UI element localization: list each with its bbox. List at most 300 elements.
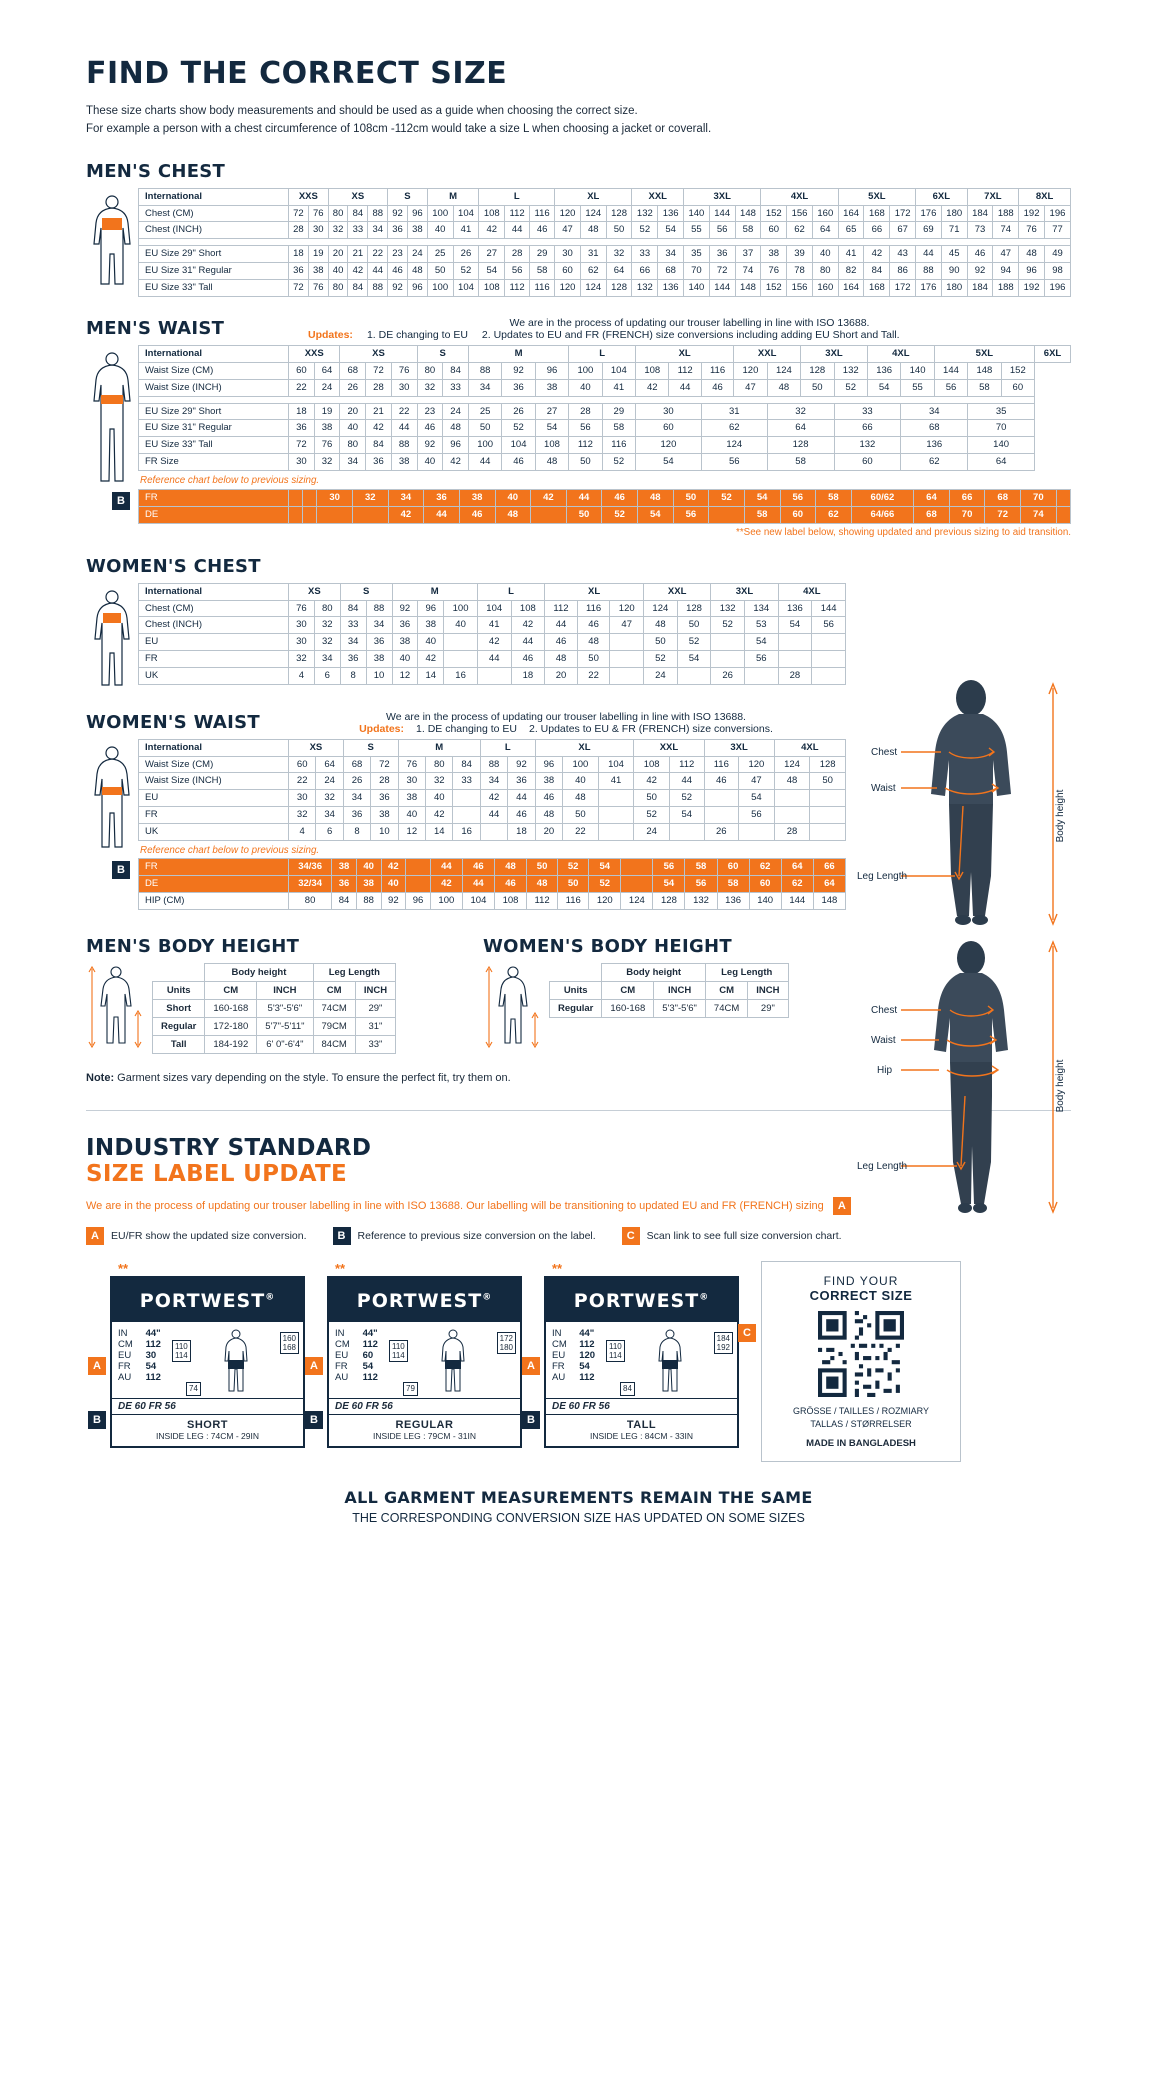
cell: 84 [340, 600, 366, 617]
badge-a-label-1: A [88, 1357, 106, 1375]
table-row [139, 489, 1071, 506]
cell: 72 [366, 362, 392, 379]
cell: 69 [916, 222, 942, 239]
cell: 46 [388, 263, 408, 280]
label-box-left-2: 114 [175, 1350, 188, 1360]
cell: 42 [348, 263, 368, 280]
table-row [550, 999, 789, 1017]
industry-title-1: INDUSTRY STANDARD [86, 1134, 372, 1161]
cell: 100 [569, 362, 602, 379]
cell: 10 [366, 668, 392, 685]
size-header: XL [545, 583, 644, 600]
label-fit: SHORT [187, 1418, 228, 1431]
label-brand-head [546, 1278, 737, 1322]
badge-a-inline: A [833, 1197, 851, 1215]
units-header: Units [550, 981, 602, 999]
label-stars: ** [552, 1260, 563, 1276]
cell: 144 [812, 600, 846, 617]
cell: 34 [343, 790, 370, 807]
cell: 50 [634, 790, 670, 807]
cell [303, 506, 317, 523]
cell: 40 [417, 454, 443, 471]
cell: 48 [527, 875, 558, 892]
cell: 50 [563, 807, 599, 824]
qr-sub-2: TALLAS / STØRRELSER [810, 1419, 912, 1429]
cell: 46 [535, 790, 562, 807]
cell: 184 [967, 280, 993, 297]
cell: 44 [669, 379, 701, 396]
row-label: DE [139, 875, 289, 892]
cell: 25 [427, 246, 453, 263]
cell [744, 668, 778, 685]
cell: 22 [391, 403, 417, 420]
legend-item-a [86, 1227, 307, 1245]
cell [621, 875, 653, 892]
cell: 124 [774, 756, 810, 773]
cell: 132 [632, 205, 658, 222]
cell: 19 [314, 403, 340, 420]
cell: 54 [479, 263, 505, 280]
cell [598, 824, 634, 841]
cell [453, 790, 480, 807]
cell: 196 [1044, 280, 1070, 297]
cell: 36 [340, 651, 366, 668]
size-header: 4XL [761, 188, 838, 205]
cell: 34 [340, 634, 366, 651]
cell: 52 [711, 617, 745, 634]
cell: 90 [941, 263, 967, 280]
table-row [139, 345, 1071, 362]
cell: 52 [632, 222, 658, 239]
label-box-bottom: 74 [189, 1384, 198, 1394]
label-box-left-1: 110 [392, 1341, 405, 1351]
cell: 36 [388, 222, 408, 239]
cell [778, 651, 812, 668]
update-intro: We are in the process of updating our trouser labelling in line with ISO 13688. [386, 710, 746, 723]
row-label: FR Size [139, 454, 289, 471]
cell: 30 [289, 634, 315, 651]
cell: 76 [308, 280, 328, 297]
cell: 140 [749, 892, 781, 909]
cell: 54 [669, 807, 704, 824]
cell: 22 [289, 379, 315, 396]
cell: 84 [348, 280, 368, 297]
units-header: CM [602, 981, 654, 999]
cell: 62 [749, 858, 781, 875]
cell: 50 [801, 379, 834, 396]
cell: 54 [677, 651, 711, 668]
size-header: 5XL [838, 188, 915, 205]
cell: 50 [527, 858, 558, 875]
cell: 120 [555, 205, 581, 222]
cell: 43 [890, 246, 916, 263]
cell: 33" [355, 1035, 395, 1053]
cell: 54 [778, 617, 812, 634]
cell [778, 634, 812, 651]
cell: 47 [993, 246, 1019, 263]
row-label: FR [139, 489, 289, 506]
cell: 18 [289, 403, 315, 420]
cell: 50 [644, 634, 678, 651]
size-header: L [569, 345, 636, 362]
cell: 136 [778, 600, 812, 617]
cell: 12 [392, 668, 418, 685]
label-inside-leg: INSIDE LEG : 84CM - 33IN [590, 1430, 693, 1441]
cell: 44 [424, 506, 460, 523]
row-label: EU Size 29" Short [139, 403, 289, 420]
cell: 54 [658, 222, 684, 239]
cell: 88 [468, 362, 501, 379]
cell: 42 [430, 875, 462, 892]
label-figure-icon [648, 1327, 692, 1397]
cell [704, 790, 739, 807]
table-row [139, 506, 1071, 523]
cell: 28 [289, 222, 309, 239]
label-box-right-1: 160 [282, 1333, 296, 1343]
cell [812, 651, 846, 668]
table-row [139, 437, 1071, 454]
row-label: Waist Size (CM) [139, 362, 289, 379]
womens-chest-block [86, 583, 846, 691]
cell: 50 [810, 773, 846, 790]
cell: 120 [610, 600, 644, 617]
cell: 128 [677, 600, 711, 617]
cell: 36 [366, 634, 392, 651]
cell: 36 [289, 420, 315, 437]
label-box-right-1: 184 [716, 1333, 730, 1343]
cell: 33 [632, 246, 658, 263]
cell: 65 [838, 222, 864, 239]
size-header: XXL [634, 739, 704, 756]
cell: 140 [684, 280, 710, 297]
units-header: CM [313, 981, 355, 999]
cell: 92 [417, 437, 443, 454]
cell: 128 [801, 362, 834, 379]
update-item-2: 2. Updates to EU and FR (FRENCH) size conversions including adding EU Short and Tall. [481, 328, 900, 341]
cell: 36 [343, 807, 370, 824]
label-fit: REGULAR [395, 1418, 454, 1431]
cell: 42 [426, 807, 453, 824]
cell: 40 [356, 858, 381, 875]
table-row [139, 668, 846, 685]
label-value: 54 [362, 1360, 374, 1372]
row-label: Waist Size (INCH) [139, 379, 289, 396]
cell [531, 506, 567, 523]
cell [444, 634, 478, 651]
cell: 6' 0"-6'4" [257, 1035, 313, 1053]
cell: 164 [838, 205, 864, 222]
qr-title-2: CORRECT SIZE [809, 1287, 913, 1303]
cell: 66 [949, 489, 985, 506]
cell: 96 [443, 437, 469, 454]
cell: 42 [479, 222, 505, 239]
label-de-fr: DE 60 FR 56 [329, 1398, 520, 1414]
col-international: International [139, 583, 289, 600]
table-row [153, 1035, 396, 1053]
cell: 58 [735, 222, 761, 239]
mens-waist-ref-note: Reference chart below to previous sizing. [140, 475, 320, 486]
cell: 20 [340, 403, 366, 420]
label-value: 60 [362, 1349, 374, 1361]
qr-title-1: FIND YOUR [823, 1273, 899, 1288]
cell: 44 [545, 617, 578, 634]
label-value: 112 [579, 1338, 595, 1350]
cell: 58 [602, 420, 635, 437]
womens-waist-ref-note: Reference chart below to previous sizing. [140, 844, 320, 856]
label-key: EU [552, 1349, 566, 1361]
cell: 52 [709, 489, 745, 506]
badge-c: C [622, 1227, 640, 1245]
male-model [841, 676, 1071, 926]
units-header: INCH [748, 981, 788, 999]
cell: 124 [580, 280, 606, 297]
qr-code-icon[interactable] [818, 1311, 904, 1397]
legend-text-b: Reference to previous size conversion on the label. [357, 1229, 596, 1242]
label-box-left-2: 114 [609, 1350, 622, 1360]
cell: 34/36 [289, 858, 332, 875]
cell: 100 [563, 756, 599, 773]
cell: 32 [316, 790, 343, 807]
cell: 29 [602, 403, 635, 420]
label-box-right-2: 180 [499, 1342, 513, 1352]
table-row [139, 790, 846, 807]
group-header: Body height [205, 963, 313, 981]
cell: 84 [332, 892, 357, 909]
label-key: IN [552, 1327, 562, 1339]
cell [711, 651, 745, 668]
cell: 12 [398, 824, 425, 841]
cell: 32 [417, 379, 443, 396]
cell: 44 [477, 651, 511, 668]
row-label: EU Size 33" Tall [139, 280, 289, 297]
cell: 56 [780, 489, 816, 506]
cell: 58 [744, 506, 780, 523]
cell: 50 [566, 506, 602, 523]
cell: 136 [867, 362, 900, 379]
cell: 84CM [313, 1035, 355, 1053]
cell: 104 [453, 205, 479, 222]
label-box-left-2: 114 [392, 1350, 405, 1360]
cell: 80 [340, 437, 366, 454]
cell: 176 [916, 205, 942, 222]
cell: 192 [1019, 205, 1045, 222]
table-row [139, 651, 846, 668]
cell: 80 [328, 280, 348, 297]
cell: 73 [967, 222, 993, 239]
womens-waist-legacy-block [86, 858, 846, 910]
cell: 70 [684, 263, 710, 280]
womens-waist-table [138, 739, 846, 841]
cell: 22 [563, 824, 599, 841]
cell: 100 [444, 600, 478, 617]
cell: 48 [774, 773, 810, 790]
cell: 60 [289, 756, 316, 773]
cell: 116 [558, 892, 589, 909]
update-intro: We are in the process of updating our trouser labelling in line with ISO 13688. [509, 316, 870, 329]
cell: 48 [563, 790, 599, 807]
cell: 46 [704, 773, 739, 790]
cell [610, 668, 644, 685]
mens-waist-block [86, 345, 1071, 489]
table-row [139, 824, 846, 841]
cell: 50 [468, 420, 501, 437]
cell: 52 [677, 634, 711, 651]
cell: 21 [366, 403, 392, 420]
table-row [139, 773, 846, 790]
cell: 52 [602, 506, 638, 523]
cell: 40 [340, 420, 366, 437]
cell: 36 [332, 875, 357, 892]
cell: 74CM [705, 999, 747, 1017]
cell: 44 [368, 263, 388, 280]
size-header: XXL [734, 345, 801, 362]
row-label: HIP (CM) [139, 892, 289, 909]
cell: 76 [289, 600, 315, 617]
cell: 79CM [313, 1017, 355, 1035]
intro-text [86, 103, 1071, 139]
cell: 164 [838, 280, 864, 297]
cell: 160 [812, 205, 838, 222]
cell: 46 [530, 222, 555, 239]
cell: 38 [535, 773, 562, 790]
size-header: S [388, 188, 428, 205]
cell: 96 [1019, 263, 1045, 280]
cell: 56 [934, 379, 967, 396]
cell: 96 [535, 756, 562, 773]
units-header: INCH [355, 981, 395, 999]
cell: 42 [634, 773, 670, 790]
cell: 77 [1044, 222, 1070, 239]
cell: 40 [812, 246, 838, 263]
cell: 22 [289, 773, 316, 790]
badge-b-mens: B [112, 492, 130, 510]
cell: 96 [407, 205, 427, 222]
cell: 60 [749, 875, 781, 892]
cell: 36 [502, 379, 535, 396]
cell: 160-168 [602, 999, 654, 1017]
cell [610, 651, 644, 668]
row-label: EU Size 31" Regular [139, 420, 289, 437]
cell: 50 [558, 875, 589, 892]
label-examples [86, 1261, 1071, 1462]
cell: 42 [531, 489, 567, 506]
cell: 56 [812, 617, 846, 634]
update-label: Updates: [308, 328, 353, 341]
cell: 33 [348, 222, 368, 239]
cell: 68 [901, 420, 968, 437]
cell: 88 [391, 437, 417, 454]
cell: 78 [787, 263, 813, 280]
cell: 60 [636, 420, 702, 437]
size-header: XS [289, 739, 344, 756]
label-key: FR [118, 1360, 131, 1372]
cell: 56 [744, 651, 778, 668]
badge-b-label-2: B [305, 1411, 323, 1429]
table-row [139, 362, 1071, 379]
cell: 72 [985, 506, 1021, 523]
cell: 92 [381, 892, 406, 909]
cell: 34 [316, 807, 343, 824]
cell [598, 790, 634, 807]
cell: 108 [511, 600, 545, 617]
cell: 148 [735, 280, 761, 297]
cell: 38 [535, 379, 568, 396]
cell: 26 [502, 403, 535, 420]
svg-text:Hip: Hip [877, 1065, 893, 1076]
cell: 124 [580, 205, 606, 222]
cell: 46 [511, 651, 545, 668]
label-key: EU [118, 1349, 132, 1361]
cell: 41 [838, 246, 864, 263]
row-label: FR [139, 807, 289, 824]
cell: 31 [580, 246, 606, 263]
cell: 52 [634, 807, 670, 824]
intro-line-1: These size charts show body measurements and should be used as a guide when choosing the correct size. [86, 105, 638, 117]
cell: 72 [709, 263, 735, 280]
label-key: AU [118, 1371, 132, 1383]
label-value: 112 [362, 1371, 378, 1383]
cell: 40 [569, 379, 602, 396]
cell: 66 [632, 263, 658, 280]
cell: 28 [774, 824, 810, 841]
cell: 27 [479, 246, 505, 263]
size-header: XXS [289, 188, 329, 205]
label-box-right-1: 172 [499, 1333, 513, 1343]
qr-made-in: MADE IN BANGLADESH [806, 1437, 916, 1449]
cell: 72 [371, 756, 398, 773]
cell: 8 [340, 668, 366, 685]
cell: 50 [577, 651, 610, 668]
table-row [139, 583, 846, 600]
size-header: S [343, 739, 398, 756]
qr-card[interactable] [743, 1261, 961, 1462]
cell: 68 [340, 362, 366, 379]
cell: 24 [316, 773, 343, 790]
cell: 70 [968, 420, 1035, 437]
label-key: IN [118, 1327, 128, 1339]
mens-waist-footnote: **See new label below, showing updated and previous sizing to aid transition. [736, 526, 1071, 538]
label-value: 112 [145, 1338, 161, 1350]
cell: 28 [505, 246, 530, 263]
group-header: Leg Length [313, 963, 396, 981]
badge-a: A [86, 1227, 104, 1245]
label-value: 112 [362, 1338, 378, 1350]
cell: 88 [366, 600, 392, 617]
cell: 92 [502, 362, 535, 379]
mens-chest-table [138, 188, 1071, 297]
cell: 33 [443, 379, 469, 396]
cell: 40 [328, 263, 348, 280]
cell: 82 [838, 263, 864, 280]
cell: 140 [901, 362, 934, 379]
cell: 36 [366, 454, 392, 471]
cell: 94 [993, 263, 1019, 280]
label-brand-head [329, 1278, 520, 1322]
womens-body-height-title: WOMEN'S BODY HEIGHT [483, 935, 732, 957]
update-item-1: 1. DE changing to EU [416, 722, 517, 735]
cell: 40 [381, 875, 406, 892]
cell: 26 [340, 379, 366, 396]
cell: 42 [511, 617, 545, 634]
cell: 31 [701, 403, 767, 420]
cell: 132 [632, 280, 658, 297]
badge-b-womens: B [112, 861, 130, 879]
cell: 5'7"-5'11" [257, 1017, 313, 1035]
mens-waist-update-note [308, 317, 1071, 341]
cell: 58 [717, 875, 749, 892]
cell: 32 [328, 222, 348, 239]
cell: 104 [477, 600, 511, 617]
